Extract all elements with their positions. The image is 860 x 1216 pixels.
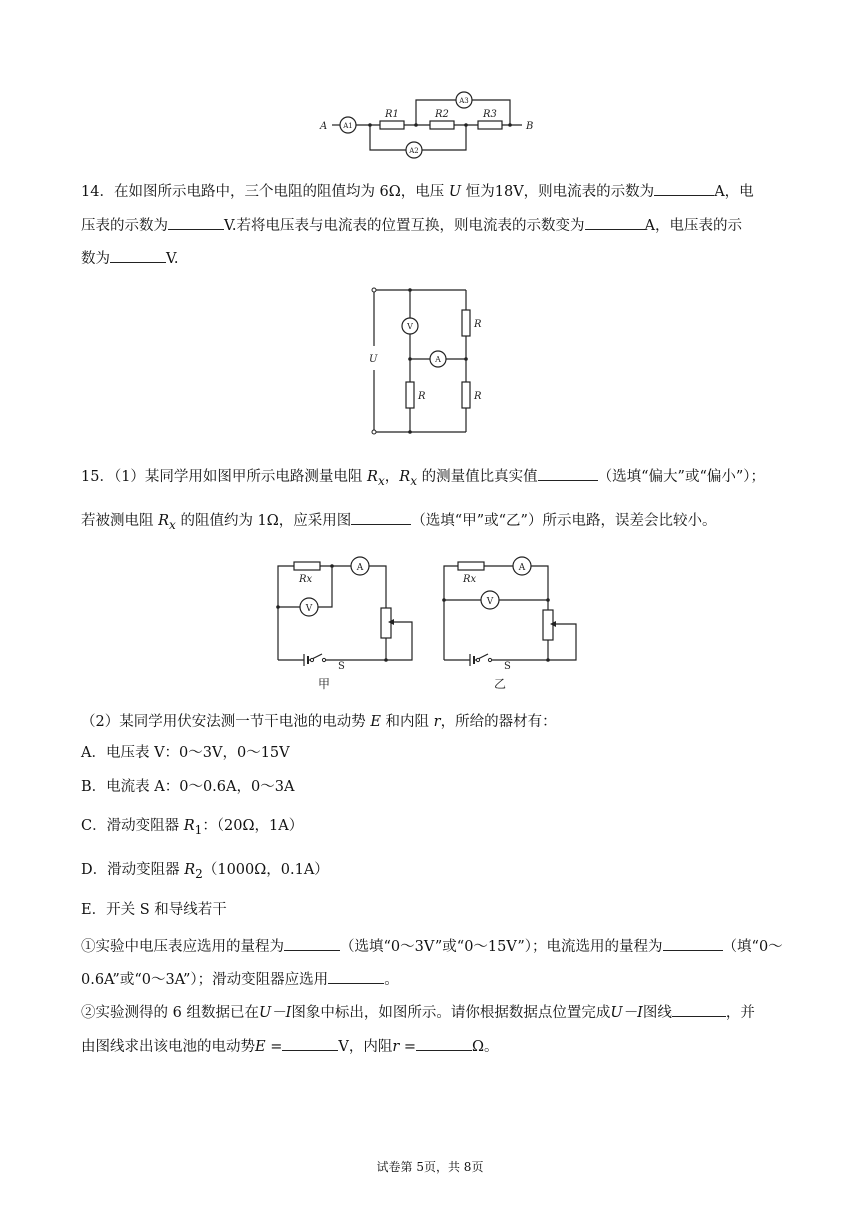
resistor-r1-symbol <box>380 121 404 129</box>
page-footer: 试卷第 5页，共 8页 <box>376 1160 484 1174</box>
a-label: A <box>435 355 441 364</box>
part2-q1-line-2: 0.6A”或“0～3A”）；滑动变阻器应选用 。 <box>81 969 399 990</box>
q15-line-2: 若被测电阻 $R_x$ 的阻值约为 1Ω，应采用图 （选填“甲”或“乙”）所示电路，误差会比较小。 <box>81 510 716 535</box>
rheostat-symbol <box>543 610 553 640</box>
option-c: C．滑动变阻器 $R_1$：（20Ω，1A） <box>81 818 304 837</box>
answer-blank <box>585 215 645 230</box>
answer-blank <box>654 181 714 196</box>
resistor-rx-symbol <box>294 562 320 570</box>
answer-blank <box>538 466 598 481</box>
a3-label: A3 <box>459 97 469 105</box>
rx-label: Rx <box>463 574 477 585</box>
rheostat-symbol <box>381 608 391 638</box>
r-label: R <box>474 319 482 330</box>
answer-blank <box>663 936 723 951</box>
v-label: V <box>486 597 494 607</box>
a1-label: A1 <box>343 122 353 130</box>
answer-blank <box>110 248 166 263</box>
resistor-rx-symbol <box>458 562 484 570</box>
caption-yi: 乙 <box>494 677 507 691</box>
a2-label: A2 <box>409 147 419 155</box>
q14-line-2: 压表的示数为 V.若将电压表与电流表的位置互换，则电流表的示数变为 A，电压表的示 <box>81 215 742 236</box>
caption-jia: 甲 <box>318 677 331 691</box>
q15-line-1: 15．（1）某同学用如图甲所示电路测量电阻 $R_x$，$R_x$ 的测量值比真实值 （选填“偏大”或“偏小”）； <box>81 466 765 491</box>
r2-label: R2 <box>435 109 449 120</box>
a-label: A <box>356 563 364 573</box>
answer-blank <box>416 1036 472 1051</box>
option-e: E．开关 S 和导线若干 <box>81 902 227 918</box>
s-label: S <box>338 661 345 672</box>
circuit-figure-jia <box>270 552 420 692</box>
option-b: B．电流表 A：0～0.6A，0～3A <box>81 779 295 795</box>
node-b-label: B <box>526 121 534 132</box>
r1-label: R1 <box>385 109 399 120</box>
u-label: U <box>369 354 378 365</box>
part2-q1-line-1: ①实验中电压表应选用的量程为 （选填“0～3V”或“0～15V”）；电流选用的量程为 （填“0～ <box>81 936 783 957</box>
s-label: S <box>504 661 511 672</box>
r-label: R <box>418 391 426 402</box>
q14-line-3: 数为 V. <box>81 248 179 269</box>
answer-blank <box>351 510 411 525</box>
a-label: A <box>518 563 526 573</box>
part2-q2-line-2: 由图线求出该电池的电动势E = V，内阻r = Ω。 <box>81 1036 499 1057</box>
answer-blank <box>282 1036 338 1051</box>
r-label: R <box>474 391 482 402</box>
circuit-figure-2 <box>364 282 482 442</box>
answer-blank <box>328 969 384 984</box>
answer-blank <box>168 215 224 230</box>
resistor-left-bottom <box>406 382 414 408</box>
circuit-figure-1 <box>318 86 548 162</box>
circuit-figure-yi <box>436 552 586 692</box>
v-label: V <box>305 604 313 614</box>
rx-label: Rx <box>299 574 313 585</box>
resistor-r3-symbol <box>478 121 502 129</box>
resistor-right-bottom <box>462 382 470 408</box>
option-a: A．电压表 V：0～3V，0～15V <box>81 745 290 761</box>
r3-label: R3 <box>483 109 497 120</box>
v-label: V <box>407 322 413 331</box>
part2-q2-line-1: ②实验测得的 6 组数据已在U－I图象中标出，如图所示。请你根据数据点位置完成U－I图线 ，并 <box>81 1002 755 1023</box>
node-a-label: A <box>320 121 328 132</box>
answer-blank <box>284 936 340 951</box>
q14-line-1: 14．在如图所示电路中，三个电阻的阻值均为 6Ω，电压 U 恒为18V，则电流表的示数为 A，电 <box>81 181 754 202</box>
resistor-right-top <box>462 310 470 336</box>
option-d: D．滑动变阻器 $R_2(1000\Omega$，0.1A） <box>81 862 329 881</box>
resistor-r2-symbol <box>430 121 454 129</box>
part2-intro: （2）某同学用伏安法测一节干电池的电动势 E 和内阻 r，所给的器材有： <box>81 714 557 730</box>
answer-blank <box>672 1002 726 1017</box>
